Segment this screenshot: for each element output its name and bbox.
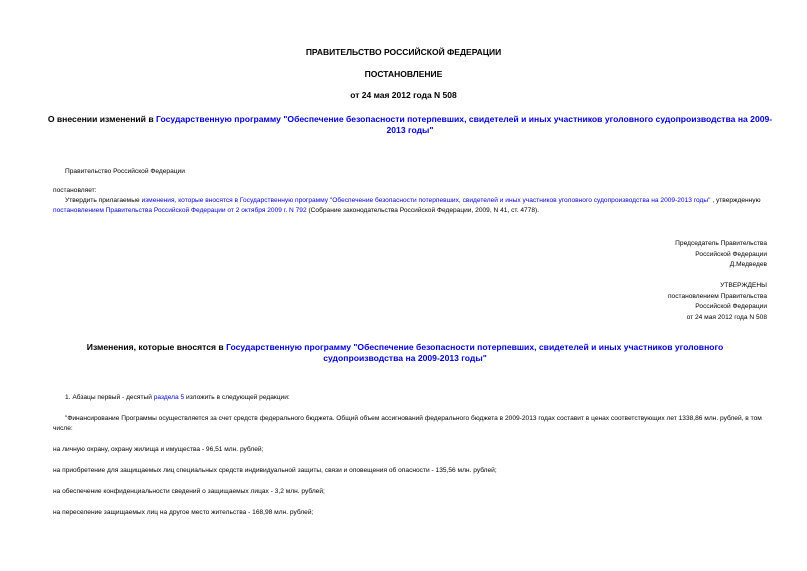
section-5-link[interactable]: раздела 5 [153, 394, 185, 401]
decides-text: постановляет: [53, 187, 97, 194]
government-heading: ПРАВИТЕЛЬСТВО РОССИЙСКОЙ ФЕДЕРАЦИИ [305, 47, 502, 57]
approval-line-approved: УТВЕРЖДЕНЫ [720, 282, 767, 289]
title-prefix: О внесении изменений в [47, 114, 157, 124]
bullet-protection: на личную охрану, охрану жилища и имущества - 96,51 млн. рублей; [53, 446, 264, 453]
document-type: ПОСТАНОВЛЕНИЕ [364, 69, 443, 79]
signature-position: Председатель Правительства [675, 240, 767, 247]
changes-title-program-link[interactable]: Государственную программу "Обеспечение безопасности потерпевших, свидетелей и иных участников уголовного судопроизводства на 2009-2013 годы" [226, 342, 724, 363]
bullet-equipment: на приобретение для защищаемых лиц специальных средств индивидуальной защиты, связи и оповещения об опасности - 135,56 млн. рублей; [53, 467, 497, 474]
changes-link[interactable]: изменения, которые вносятся в Государственную программу "Обеспечение безопасности потерпевших, свидетелей и иных участников уголовного судопроизводства на 2009-2013 годы" [141, 197, 711, 204]
approval-line-country: Российской Федерации [695, 303, 767, 310]
decree-link[interactable]: постановлением Правительства Российской Федерации от 2 октября 2009 г. N 792 [53, 207, 307, 214]
document-title [40, 114, 780, 136]
changes-title: Изменения, которые вносятся в Государственную программу "Обеспечение безопасности потерпевших, свидетелей и иных участников уголовного судопроизводства на 2009-2013 годы" [86, 342, 724, 363]
bullet-confidentiality: на обеспечение конфиденциальности сведений о защищаемых лицах - 3,2 млн. рублей; [53, 488, 325, 495]
issuer-text: Правительство Российской Федерации [65, 168, 185, 175]
signature-block [675, 239, 767, 271]
signature-name: Д.Медведев [729, 261, 767, 268]
approval-line-date: от 24 мая 2012 года N 508 [686, 313, 767, 321]
item-1: 1. Абзацы первый - десятый раздела 5 изложить в следующей редакции: [65, 394, 290, 401]
approval-line-decree: постановлением Правительства [667, 292, 767, 300]
resolution-paragraph: Утвердить прилагаемые изменения, которые вносятся в Государственную программу "Обеспечение безопасности потерпевших, свидетелей и иных участников уголовного судопроизводства на 2009-2013 годы" , утвержденную постановлением Правительства Российской Федерации от 2 октября 2009 г. N 792 (Собрание законодательства Российской Федерации, 2009, N 41, ст. 4778). [53, 197, 761, 214]
signature-country: Российской Федерации [695, 250, 767, 258]
title-program-link[interactable]: Государственную программу "Обеспечение безопасности потерпевших, свидетелей и иных участников уголовного судопроизводства на 2009-2013 годы" [156, 114, 773, 135]
bullet-relocation: на переселение защищаемых лиц на другое место жительства - 168,98 млн. рублей; [53, 509, 314, 516]
funding-paragraph: "Финансирование Программы осуществляется за счет средств федерального бюджета. Общий объем ассигнований федерального бюджета в 2009-2013 годах составит в ценах соответствующих лет 1338,86 млн. рублей, в том числе: [53, 415, 762, 432]
approval-block [668, 281, 767, 323]
document-date-number: от 24 мая 2012 года N 508 [350, 90, 457, 100]
